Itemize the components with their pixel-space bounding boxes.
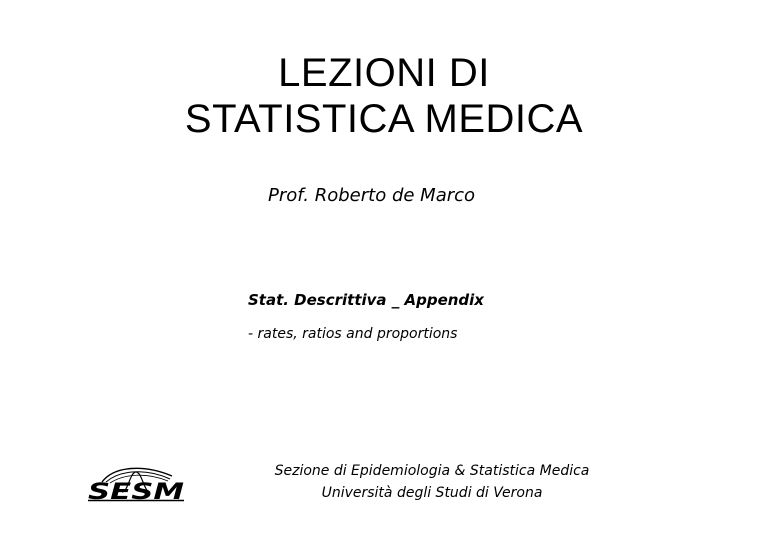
slide-title [0, 50, 768, 142]
sesm-logo-icon [84, 462, 188, 502]
topic-heading: Stat. Descrittiva _ Appendix [248, 291, 484, 309]
subtopic-text: - rates, ratios and proportions [248, 326, 458, 342]
title-line-1: LEZIONI DI [278, 51, 490, 95]
author-name: Prof. Roberto de Marco [268, 185, 476, 206]
title-line-2: STATISTICA MEDICA [184, 97, 584, 141]
svg-text:SESM: SESM [88, 480, 185, 502]
institution-block [256, 460, 608, 504]
institution-department: Sezione di Epidemiologia & Statistica Medica [274, 463, 590, 479]
institution-university: Università degli Studi di Verona [321, 485, 543, 501]
